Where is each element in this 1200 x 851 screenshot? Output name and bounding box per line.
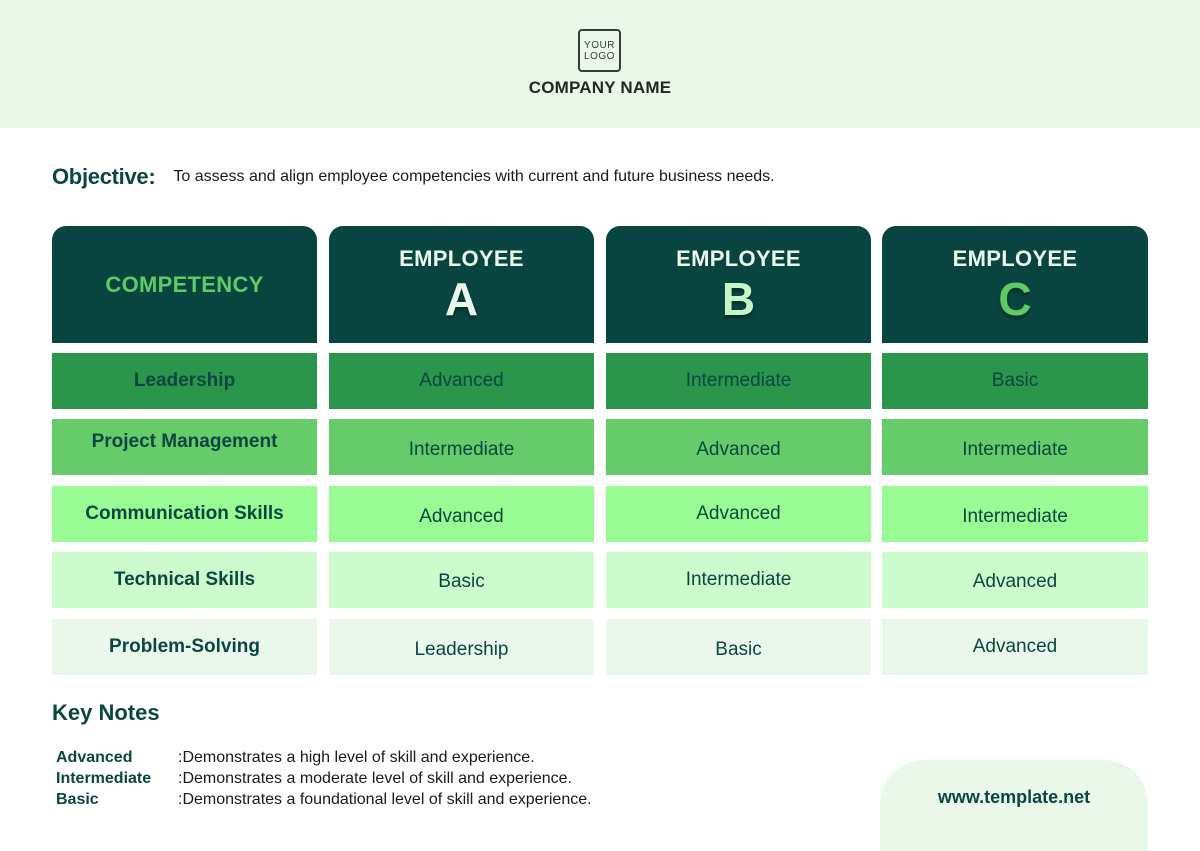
table-cell-employee-c: Intermediate	[882, 419, 1148, 475]
table-cell-employee-b: Basic	[606, 619, 871, 675]
table-row-competency: Project Management	[52, 419, 317, 475]
table-cell-employee-b: Intermediate	[606, 552, 871, 608]
key-note-term: Basic	[56, 791, 99, 808]
table-cell-employee-b: Intermediate	[606, 353, 871, 409]
key-note-intermediate	[56, 769, 572, 789]
table-cell-employee-a: Advanced	[329, 353, 594, 409]
table-cell-employee-c: Advanced	[882, 552, 1148, 608]
table-cell-employee-a: Advanced	[329, 486, 594, 542]
header-band	[0, 0, 1200, 128]
key-note-basic	[56, 790, 592, 810]
key-note-description: :Demonstrates a foundational level of skill and experience.	[178, 791, 592, 808]
employee-letter: B	[721, 272, 756, 325]
competency-header-label: COMPETENCY	[105, 271, 264, 297]
objective-text: To assess and align employee competencies with current and future business needs.	[173, 168, 775, 185]
header-employee-b	[606, 226, 871, 343]
objective-section	[52, 162, 775, 192]
table-row-competency: Communication Skills	[52, 486, 317, 542]
employee-label: EMPLOYEE	[676, 245, 801, 271]
table-cell-employee-a: Basic	[329, 552, 594, 608]
key-notes-title: Key Notes	[52, 700, 160, 725]
header-employee-a	[329, 226, 594, 343]
objective-label: Objective:	[52, 164, 156, 189]
table-cell-employee-c: Advanced	[882, 619, 1148, 675]
table-cell-employee-b: Advanced	[606, 486, 871, 542]
header-competency	[52, 226, 317, 343]
key-note-advanced	[56, 748, 535, 768]
table-row-competency: Technical Skills	[52, 552, 317, 608]
table-cell-employee-b: Advanced	[606, 419, 871, 475]
table-row-competency: Problem-Solving	[52, 619, 317, 675]
key-note-description: :Demonstrates a high level of skill and experience.	[178, 749, 535, 766]
logo-text-line1: YOUR	[584, 39, 615, 51]
employee-label: EMPLOYEE	[952, 245, 1078, 271]
logo-text-line2: LOGO	[584, 50, 615, 62]
table-cell-employee-a: Intermediate	[329, 419, 594, 475]
logo-placeholder	[578, 29, 621, 72]
table-row-competency: Leadership	[52, 353, 317, 409]
employee-letter: C	[998, 272, 1032, 325]
footer-website-badge	[880, 760, 1148, 851]
table-cell-employee-c: Intermediate	[882, 486, 1148, 542]
employee-label: EMPLOYEE	[399, 245, 524, 271]
employee-letter: A	[444, 272, 479, 325]
header-employee-c	[882, 226, 1148, 343]
table-cell-employee-c: Basic	[882, 353, 1148, 409]
key-note-description: :Demonstrates a moderate level of skill and experience.	[178, 770, 572, 787]
table-cell-employee-a: Leadership	[329, 619, 594, 675]
key-note-term: Advanced	[56, 749, 133, 766]
company-name: COMPANY NAME	[528, 78, 672, 97]
website-link[interactable]: www.template.net	[937, 787, 1091, 807]
key-note-term: Intermediate	[56, 770, 152, 787]
